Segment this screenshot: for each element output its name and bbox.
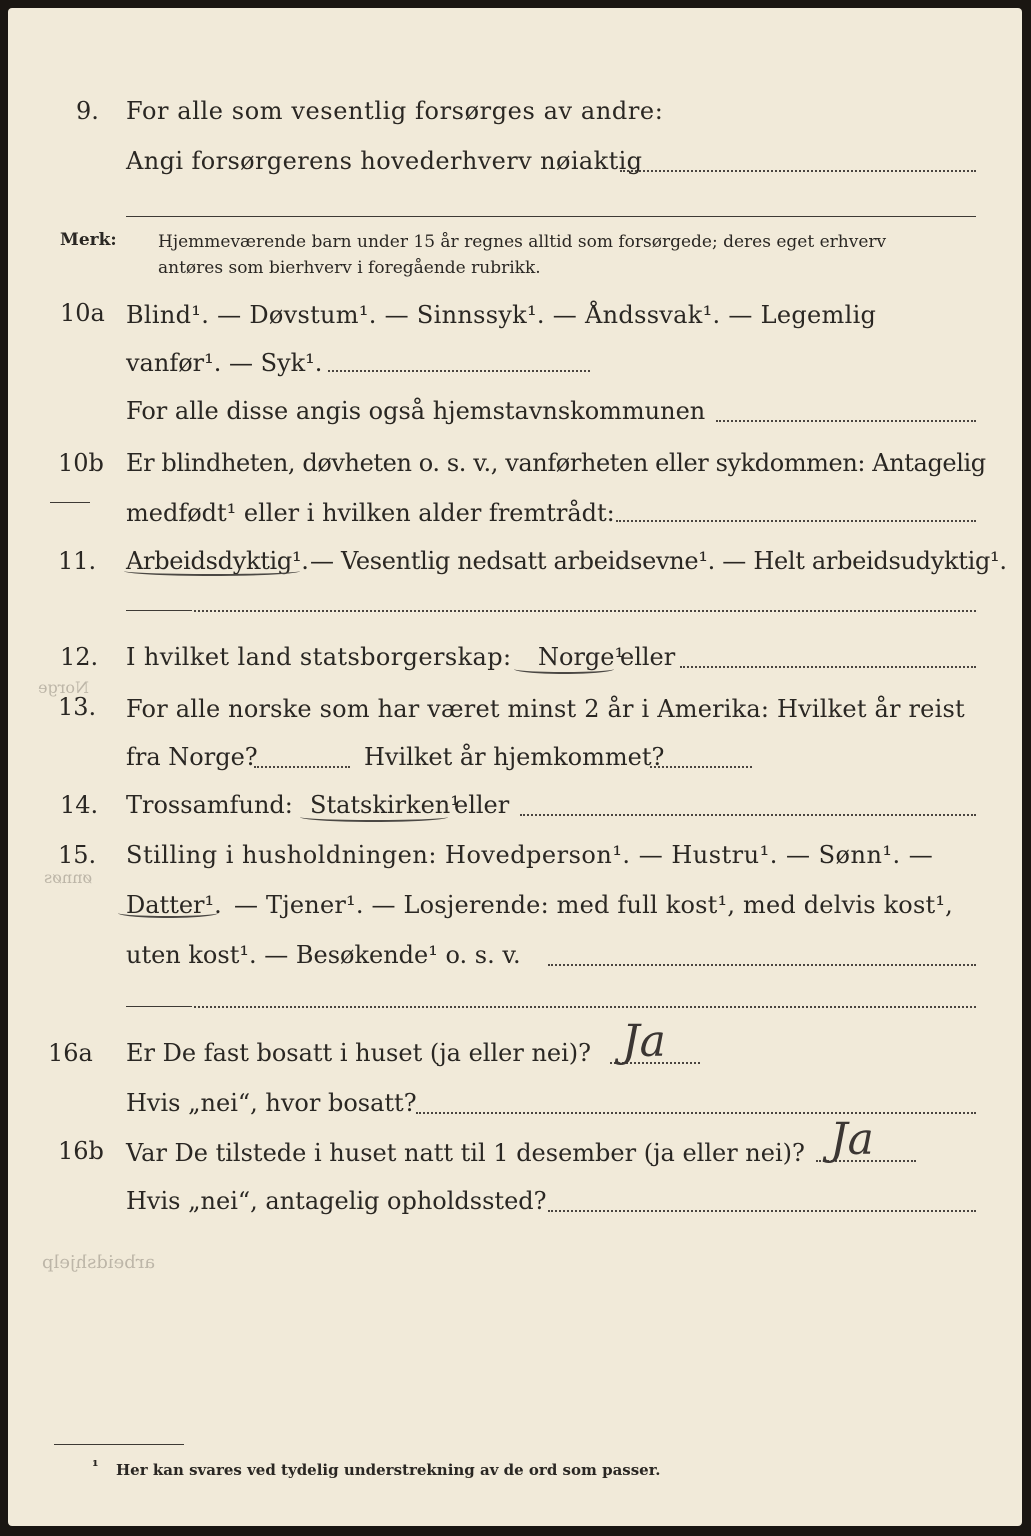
footnote-rule	[54, 1444, 184, 1445]
q15-option-datter[interactable]: Datter¹.	[126, 891, 222, 919]
q16b-opholdssted-line[interactable]	[548, 1210, 976, 1212]
merk-label: Merk:	[60, 230, 117, 250]
q11-other-options: — Vesentlig nedsatt arbeidsevne¹. — Helt arbeidsudyktig¹.	[310, 547, 1007, 575]
merk-line2: antøres som bierhverv i foregående rubrikk.	[158, 258, 541, 278]
q9-line1: For alle som vesentlig forsørges av andre:	[126, 97, 664, 125]
q9-answer-line[interactable]	[620, 170, 976, 172]
q14-number: 14.	[60, 791, 99, 819]
q10a-answer-line[interactable]	[328, 370, 590, 372]
q15-line1: Stilling i husholdningen: Hovedperson¹. — Hustru¹. — Sønn¹. —	[126, 841, 934, 869]
q12-text: I hvilket land statsborgerskap:	[126, 643, 512, 671]
q12-answer-line[interactable]	[680, 666, 976, 668]
q14-handwritten-underline	[300, 812, 448, 822]
q14-option-statskirken[interactable]: Statskirken¹	[310, 791, 460, 819]
bleed-through-text: Norge	[38, 678, 89, 697]
q12-eller: eller	[620, 643, 676, 671]
q15-handwritten-underline	[118, 908, 218, 918]
q13-line1: For alle norske som har været minst 2 år i Amerika: Hvilket år reist	[126, 695, 965, 723]
q16b-line1: Var De tilstede i huset natt til 1 desember (ja eller nei)?	[126, 1139, 805, 1167]
q11-number: 11.	[58, 547, 97, 575]
census-form-page	[8, 8, 1022, 1526]
footnote-mark: ¹	[92, 1457, 99, 1475]
merk-line1: Hjemmeværende barn under 15 år regnes alltid som forsørgede; deres eget erhverv	[158, 232, 887, 252]
q10a-number: 10a	[60, 299, 105, 327]
bleed-through-text: arbeidshjelp	[42, 1252, 156, 1273]
q16a-line2: Hvis „nei“, hvor bosatt?	[126, 1089, 417, 1117]
q16b-line2: Hvis „nei“, antagelig opholdssted?	[126, 1187, 547, 1215]
q14-text: Trossamfund:	[126, 791, 293, 819]
q11-handwritten-underline	[124, 566, 300, 576]
q14-eller: eller	[454, 791, 510, 819]
q16a-bosatt-line[interactable]	[416, 1112, 976, 1114]
q9-number: 9.	[76, 97, 99, 125]
q10a-line3: For alle disse angis også hjemstavnskommunen	[126, 397, 706, 425]
footnote-text: Her kan svares ved tydelig understrekning av de ord som passer.	[116, 1461, 661, 1479]
q13-line2-reist: fra Norge?	[126, 743, 258, 771]
q12-number: 12.	[60, 643, 99, 671]
q13-hjemkommet-answer-line[interactable]	[650, 766, 752, 768]
q12-handwritten-underline	[514, 664, 614, 674]
q16a-line1: Er De fast bosatt i huset (ja eller nei)?	[126, 1039, 592, 1067]
margin-tick	[50, 502, 90, 503]
q11-short-rule	[126, 610, 192, 611]
q15-line3: uten kost¹. — Besøkende¹ o. s. v.	[126, 941, 521, 969]
q11-answer-line[interactable]	[194, 610, 976, 612]
q16a-handwritten-answer: Ja	[622, 1016, 666, 1067]
q10b-line2: medfødt¹ eller i hvilken alder fremtrådt:	[126, 499, 615, 527]
q15-number: 15.	[58, 841, 97, 869]
q14-answer-line[interactable]	[520, 814, 976, 816]
q15-line2: — Tjener¹. — Losjerende: med full kost¹, med delvis kost¹,	[234, 891, 953, 919]
q16b-number: 16b	[58, 1137, 104, 1165]
q15-separator-line	[194, 1006, 976, 1008]
q13-reist-answer-line[interactable]	[254, 766, 350, 768]
q10b-line1: Er blindheten, døvheten o. s. v., vanførheten eller sykdommen: Antagelig	[126, 449, 986, 477]
q11-option-arbeidsdyktig[interactable]: Arbeidsdyktig¹.	[126, 547, 309, 575]
q15-short-rule	[126, 1006, 192, 1007]
q13-line2-hjemkommet: Hvilket år hjemkommet?	[364, 743, 665, 771]
q16a-number: 16a	[48, 1039, 93, 1067]
q10a-line1: Blind¹. — Døvstum¹. — Sinnssyk¹. — Åndssvak¹. — Legemlig	[126, 301, 877, 329]
q16b-handwritten-answer: Ja	[830, 1114, 874, 1165]
q10a-hjemstavn-line[interactable]	[716, 420, 976, 422]
q10a-line2: vanfør¹. — Syk¹.	[126, 349, 323, 377]
q9-separator	[126, 216, 976, 217]
q13-number: 13.	[58, 693, 97, 721]
q15-answer-line[interactable]	[548, 964, 976, 966]
q12-option-norge[interactable]: Norge¹	[538, 643, 625, 671]
q10b-number: 10b	[58, 449, 104, 477]
q9-line2: Angi forsørgerens hovederhverv nøiaktig	[126, 147, 643, 175]
bleed-through-text: ønnøs	[44, 868, 93, 887]
q10b-answer-line[interactable]	[616, 520, 976, 522]
